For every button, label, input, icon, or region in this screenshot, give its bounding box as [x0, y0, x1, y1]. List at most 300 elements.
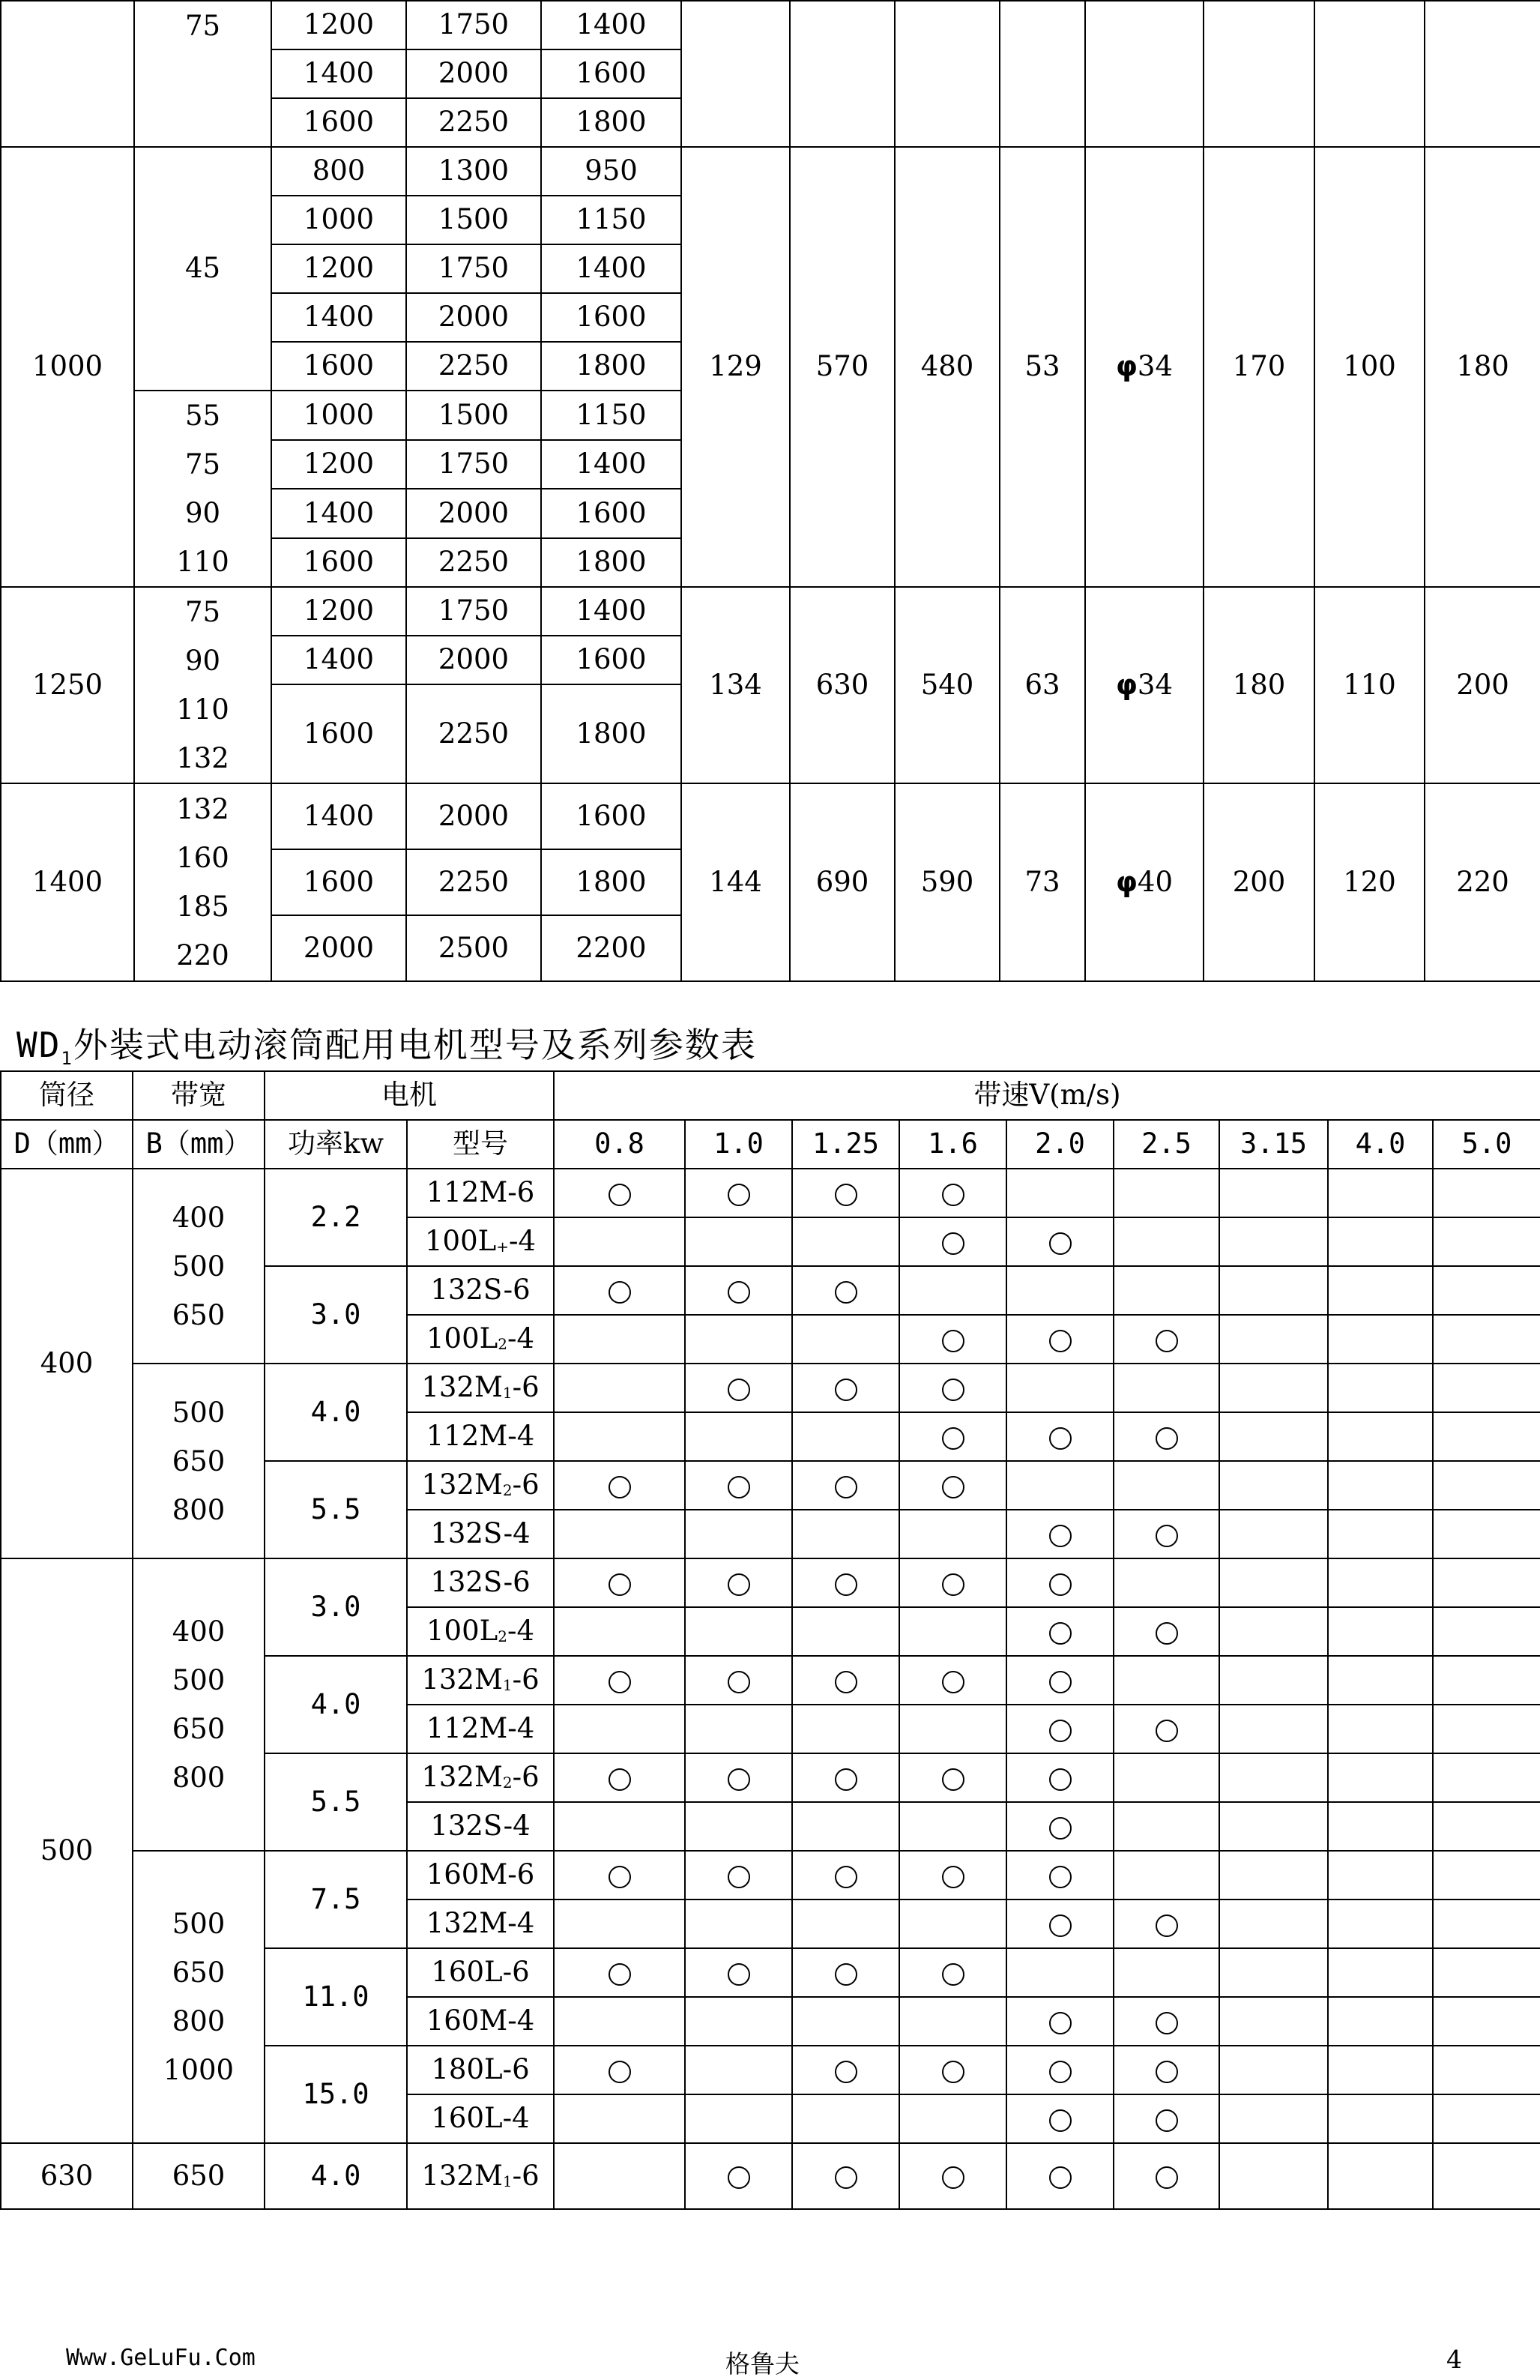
cell-model: 112M-4: [407, 1705, 554, 1753]
cell-empty: [1, 1, 134, 147]
availability-mark: [835, 2166, 857, 2189]
cell: 2000: [406, 49, 541, 98]
cell-belt: 75: [134, 1, 271, 147]
cell: 570: [790, 147, 895, 587]
cell-model: $100L_2-4$: [407, 1315, 554, 1364]
cell-empty: [899, 1900, 1006, 1948]
cell-empty: [1114, 1266, 1219, 1315]
availability-mark: [942, 1476, 964, 1498]
cell-empty: [1006, 1948, 1114, 1997]
cell: 2250: [406, 98, 541, 147]
cell-empty: [1219, 1948, 1328, 1997]
cell-empty: [1328, 1900, 1433, 1948]
availability-mark: [1049, 1330, 1072, 1352]
cell-mark: [1114, 1997, 1219, 2046]
cell-empty: [1433, 1364, 1540, 1412]
cell-model: $132M_2-6$: [407, 1753, 554, 1802]
availability-mark: [942, 1184, 964, 1206]
cell-empty: [1433, 1656, 1540, 1705]
cell-empty: [1219, 1607, 1328, 1656]
availability-mark: [728, 1866, 750, 1888]
cell-empty: [899, 2094, 1006, 2143]
footer-website: Www.GeLuFu.Com: [66, 2345, 256, 2371]
cell-model: $132M_1-6$: [407, 1364, 554, 1412]
availability-mark: [728, 1963, 750, 1986]
cell-mark: [685, 1461, 792, 1510]
cell-mark: [685, 1656, 792, 1705]
cell-mark: [1006, 1753, 1114, 1802]
cell-empty: [554, 1364, 685, 1412]
cell: 1800: [541, 342, 681, 391]
cell-mark: [792, 1851, 899, 1900]
cell-power: 3.0: [265, 1558, 407, 1656]
cell-empty: [1425, 1, 1540, 147]
cell-empty: [685, 1900, 792, 1948]
availability-mark: [942, 1427, 964, 1450]
cell: 1750: [406, 244, 541, 293]
cell-empty: [1006, 1364, 1114, 1412]
cell-mark: [1006, 1217, 1114, 1266]
cell-mark: [1114, 1510, 1219, 1558]
cell-empty: [1328, 1948, 1433, 1997]
availability-mark: [609, 1768, 631, 1791]
cell-mark: [899, 1948, 1006, 1997]
header-speed-value: 3.15: [1219, 1120, 1328, 1169]
cell: 144: [681, 783, 790, 981]
cell-empty: [1433, 1510, 1540, 1558]
cell: 1600: [271, 684, 406, 783]
cell-empty: [1219, 1900, 1328, 1948]
cell: 540: [895, 587, 1000, 783]
cell-empty: [899, 1607, 1006, 1656]
cell-empty: [1433, 1851, 1540, 1900]
cell-empty: [1433, 1266, 1540, 1315]
title-text: 外装式电动滚筒配用电机型号及系列参数表: [73, 1025, 757, 1065]
cell: 1200: [271, 440, 406, 489]
cell-mark: [792, 1558, 899, 1607]
cell-mark: [899, 2046, 1006, 2094]
cell-empty: [1219, 1802, 1328, 1851]
cell-mark: [792, 1364, 899, 1412]
cell-model: 160M-6: [407, 1851, 554, 1900]
cell-mark: [685, 1851, 792, 1900]
cell-empty: [1433, 1607, 1540, 1656]
cell-mark: [1006, 1607, 1114, 1656]
cell-mark: [554, 2046, 685, 2094]
cell-empty: [1433, 1900, 1540, 1948]
belt-value: 400: [172, 1615, 226, 1648]
cell-empty: [895, 1, 1000, 147]
cell-mark: [899, 1364, 1006, 1412]
availability-mark: [1049, 1232, 1072, 1255]
cell-empty: [1433, 1169, 1540, 1217]
cell-mark: [1006, 1900, 1114, 1948]
availability-mark: [1049, 1427, 1072, 1450]
availability-mark: [942, 1330, 964, 1352]
belt-value: 185: [176, 891, 229, 923]
cell-empty: [1433, 1997, 1540, 2046]
cell: 1400: [271, 293, 406, 342]
cell-empty: [1328, 1558, 1433, 1607]
cell-empty: [1204, 1, 1314, 147]
header-speed-value: 0.8: [554, 1120, 685, 1169]
cell-empty: [685, 1412, 792, 1461]
cell: 950: [541, 147, 681, 196]
cell: 2000: [406, 293, 541, 342]
availability-mark: [728, 1768, 750, 1791]
cell-mark: [1006, 1315, 1114, 1364]
cell: 480: [895, 147, 1000, 587]
cell: 1400: [541, 1, 681, 49]
header-speed-value: 1.25: [792, 1120, 899, 1169]
cell-diameter: 500: [1, 1558, 133, 2143]
cell-mark: [554, 1266, 685, 1315]
header-speed-value: 5.0: [1433, 1120, 1540, 1169]
availability-mark: [1156, 2061, 1178, 2083]
belt-value: 500: [172, 1396, 226, 1429]
cell-mark: [792, 1753, 899, 1802]
belt-value: 75: [184, 596, 221, 628]
cell-empty: [554, 1802, 685, 1851]
cell: 134: [681, 587, 790, 783]
belt-value: 800: [172, 2005, 226, 2037]
cell-empty: [1433, 1315, 1540, 1364]
header-speed: 带速V(m/s): [554, 1071, 1540, 1120]
title-prefix: WD: [16, 1025, 61, 1065]
cell: 1400: [271, 636, 406, 684]
cell-empty: [1328, 2046, 1433, 2094]
availability-mark: [942, 1963, 964, 1986]
cell-empty: [554, 1510, 685, 1558]
cell: 1400: [271, 489, 406, 538]
cell-empty: [1433, 1802, 1540, 1851]
availability-mark: [1049, 2166, 1072, 2189]
cell-mark: [685, 1266, 792, 1315]
cell: 1200: [271, 587, 406, 636]
cell-mark: [792, 1461, 899, 1510]
cell: 170: [1204, 147, 1314, 587]
cell: 1600: [541, 293, 681, 342]
belt-value: 75: [184, 448, 221, 480]
availability-mark: [942, 2061, 964, 2083]
cell-mark: [899, 1169, 1006, 1217]
cell-empty: [1219, 2094, 1328, 2143]
footer-company: 格鲁夫: [725, 2349, 800, 2379]
availability-mark: [835, 1671, 857, 1693]
cell: 73: [1000, 783, 1085, 981]
cell-belt-list: [134, 391, 271, 587]
cell-belt-list: [133, 1169, 265, 1364]
belt-value: 500: [172, 1908, 226, 1940]
cell-power: 11.0: [265, 1948, 407, 2046]
availability-mark: [1156, 1427, 1178, 1450]
cell-empty: [1433, 1753, 1540, 1802]
header-speed-value: 1.6: [899, 1120, 1006, 1169]
phi-value: 34: [1137, 668, 1174, 701]
availability-mark: [1156, 2166, 1178, 2189]
cell-empty: [681, 1, 790, 147]
cell-mark: [554, 1948, 685, 1997]
availability-mark: [609, 1476, 631, 1498]
availability-mark: [728, 2166, 750, 2189]
cell-empty: [1000, 1, 1085, 147]
cell-model: 180L-6: [407, 2046, 554, 2094]
cell-model: 132S-4: [407, 1802, 554, 1851]
cell-empty: [554, 1705, 685, 1753]
cell-empty: [1328, 1705, 1433, 1753]
cell-mark: [1006, 1851, 1114, 1900]
availability-mark: [1049, 2109, 1072, 2132]
header-motor: 电机: [265, 1071, 554, 1120]
phi-value: 34: [1137, 350, 1174, 383]
belt-value: 800: [172, 1493, 226, 1526]
cell: 2200: [541, 915, 681, 981]
availability-mark: [835, 1476, 857, 1498]
belt-value: 650: [172, 1713, 226, 1745]
belt-value: 90: [184, 645, 221, 677]
cell-empty: [685, 1997, 792, 2046]
motor-table: [0, 1070, 1540, 2210]
cell-power: 5.5: [265, 1461, 407, 1558]
cell: 1600: [541, 636, 681, 684]
cell-empty: [1433, 1705, 1540, 1753]
cell: 1500: [406, 391, 541, 440]
cell-empty: [1328, 1461, 1433, 1510]
cell-mark: [685, 2143, 792, 2209]
cell: 1150: [541, 196, 681, 244]
cell: 1150: [541, 391, 681, 440]
cell-empty: [899, 1266, 1006, 1315]
cell-empty: [899, 1705, 1006, 1753]
cell-empty: [1219, 1169, 1328, 1217]
availability-mark: [728, 1281, 750, 1304]
cell-empty: [1328, 1510, 1433, 1558]
cell-empty: [1328, 1266, 1433, 1315]
cell-empty: [1219, 2143, 1328, 2209]
cell-empty: [1433, 1948, 1540, 1997]
cell-empty: [1328, 1169, 1433, 1217]
cell: 1000: [271, 196, 406, 244]
cell-empty: [792, 2094, 899, 2143]
cell-empty: [792, 1315, 899, 1364]
cell-empty: [792, 1900, 899, 1948]
cell-empty: [1114, 1558, 1219, 1607]
cell: 1750: [406, 1, 541, 49]
cell-empty: [1328, 2094, 1433, 2143]
availability-mark: [728, 1379, 750, 1401]
cell-belt-list: [133, 1558, 265, 1851]
cell: 1600: [541, 489, 681, 538]
belt-value: 650: [172, 1444, 226, 1477]
cell-empty: [554, 1217, 685, 1266]
cell-empty: [792, 1705, 899, 1753]
availability-mark: [1156, 1330, 1178, 1352]
cell-empty: [554, 1607, 685, 1656]
cell-empty: [1328, 1997, 1433, 2046]
cell-mark: [1006, 1412, 1114, 1461]
cell-empty: [792, 1510, 899, 1558]
availability-mark: [609, 1963, 631, 1986]
cell-empty: [1219, 1217, 1328, 1266]
belt-value: 110: [176, 546, 229, 578]
cell-diameter: 1000: [1, 147, 134, 587]
cell-mark: [1114, 1412, 1219, 1461]
cell-belt: 45: [134, 147, 271, 391]
cell-model: $100L_+-4$: [407, 1217, 554, 1266]
header-diameter: 筒径: [1, 1071, 133, 1120]
cell-empty: [1328, 1753, 1433, 1802]
cell-phi: [1085, 147, 1204, 587]
cell-empty: [1314, 1, 1425, 147]
cell-empty: [899, 1802, 1006, 1851]
cell: 630: [790, 587, 895, 783]
cell-model: $100L_2-4$: [407, 1607, 554, 1656]
header-model: 型号: [407, 1120, 554, 1169]
belt-value: 132: [176, 793, 229, 825]
belt-value: 55: [184, 400, 221, 432]
cell-mark: [1114, 1315, 1219, 1364]
cell-power: 15.0: [265, 2046, 407, 2143]
cell-mark: [1114, 2094, 1219, 2143]
belt-value: 220: [176, 939, 229, 971]
cell: 200: [1204, 783, 1314, 981]
cell-empty: [790, 1, 895, 147]
cell-empty: [1328, 1315, 1433, 1364]
header-speed-value: 2.5: [1114, 1120, 1219, 1169]
cell-power: 4.0: [265, 2143, 407, 2209]
cell-empty: [1219, 1412, 1328, 1461]
cell-mark: [554, 1656, 685, 1705]
availability-mark: [1049, 1817, 1072, 1840]
cell-mark: [554, 1169, 685, 1217]
belt-value: 650: [172, 1298, 226, 1331]
availability-mark: [835, 1379, 857, 1401]
cell-model: 160L-4: [407, 2094, 554, 2143]
cell-mark: [554, 1558, 685, 1607]
cell-mark: [792, 1656, 899, 1705]
availability-mark: [1156, 2012, 1178, 2034]
cell-empty: [792, 1412, 899, 1461]
belt-value: 800: [172, 1762, 226, 1794]
cell-diameter: 1250: [1, 587, 134, 783]
cell-mark: [1114, 1705, 1219, 1753]
availability-mark: [1049, 1720, 1072, 1742]
cell-empty: [1085, 1, 1204, 147]
cell-empty: [685, 2046, 792, 2094]
cell-empty: [1219, 1656, 1328, 1705]
cell-empty: [1219, 1851, 1328, 1900]
cell-mark: [899, 1753, 1006, 1802]
cell-mark: [792, 2143, 899, 2209]
cell: 1800: [541, 684, 681, 783]
cell: 1400: [271, 783, 406, 849]
cell-mark: [899, 1412, 1006, 1461]
cell: 1200: [271, 244, 406, 293]
cell-model: 160L-6: [407, 1948, 554, 1997]
header-belt: 带宽: [133, 1071, 265, 1120]
phi-symbol: φ: [1115, 668, 1138, 701]
cell-mark: [1114, 1607, 1219, 1656]
cell-model: $132M_2-6$: [407, 1461, 554, 1510]
cell: 100: [1314, 147, 1425, 587]
cell-power: 5.5: [265, 1753, 407, 1851]
availability-mark: [942, 1232, 964, 1255]
belt-value: 500: [172, 1250, 226, 1283]
cell-mark: [899, 1461, 1006, 1510]
belt-value: 160: [176, 842, 229, 874]
availability-mark: [609, 1866, 631, 1888]
cell-empty: [1219, 1315, 1328, 1364]
cell-mark: [554, 1753, 685, 1802]
cell-mark: [1006, 1997, 1114, 2046]
availability-mark: [1049, 1671, 1072, 1693]
cell: 200: [1425, 587, 1540, 783]
cell-empty: [1433, 1558, 1540, 1607]
cell: 1600: [271, 98, 406, 147]
cell-mark: [899, 1851, 1006, 1900]
cell-empty: [1219, 1558, 1328, 1607]
cell-mark: [1006, 1558, 1114, 1607]
cell-empty: [1433, 2046, 1540, 2094]
cell: 1800: [541, 538, 681, 588]
cell: 2250: [406, 342, 541, 391]
cell-model: 112M-6: [407, 1169, 554, 1217]
cell-empty: [792, 1607, 899, 1656]
availability-mark: [1156, 2109, 1178, 2132]
cell-empty: [1433, 2143, 1540, 2209]
availability-mark: [1156, 1914, 1178, 1937]
cell-empty: [1219, 1753, 1328, 1802]
cell-mark: [554, 1461, 685, 1510]
cell: 1750: [406, 440, 541, 489]
footer-page-number: 4: [1446, 2345, 1462, 2374]
cell-empty: [1219, 1364, 1328, 1412]
belt-value: 132: [176, 742, 229, 774]
cell-empty: [1219, 2046, 1328, 2094]
cell: 1800: [541, 98, 681, 147]
cell-mark: [899, 1315, 1006, 1364]
availability-mark: [728, 1184, 750, 1206]
cell: 180: [1425, 147, 1540, 587]
cell: 1750: [406, 587, 541, 636]
cell-empty: [1328, 1656, 1433, 1705]
availability-mark: [728, 1671, 750, 1693]
availability-mark: [609, 1671, 631, 1693]
cell: 2000: [271, 915, 406, 981]
cell: 2250: [406, 684, 541, 783]
cell-empty: [1114, 1753, 1219, 1802]
header-power: 功率kw: [265, 1120, 407, 1169]
cell: 129: [681, 147, 790, 587]
availability-mark: [728, 1476, 750, 1498]
availability-mark: [609, 2061, 631, 2083]
availability-mark: [1049, 1914, 1072, 1937]
availability-mark: [1049, 2012, 1072, 2034]
cell-mark: [899, 2143, 1006, 2209]
cell: 800: [271, 147, 406, 196]
cell: 1300: [406, 147, 541, 196]
dimension-table: [0, 0, 1540, 982]
cell: 1600: [271, 342, 406, 391]
phi-symbol: φ: [1115, 350, 1138, 383]
availability-mark: [942, 1379, 964, 1401]
cell-mark: [1006, 1705, 1114, 1753]
cell: 1400: [541, 244, 681, 293]
availability-mark: [1049, 1525, 1072, 1547]
availability-mark: [835, 1573, 857, 1596]
cell-empty: [1328, 1802, 1433, 1851]
cell-phi: [1085, 587, 1204, 783]
